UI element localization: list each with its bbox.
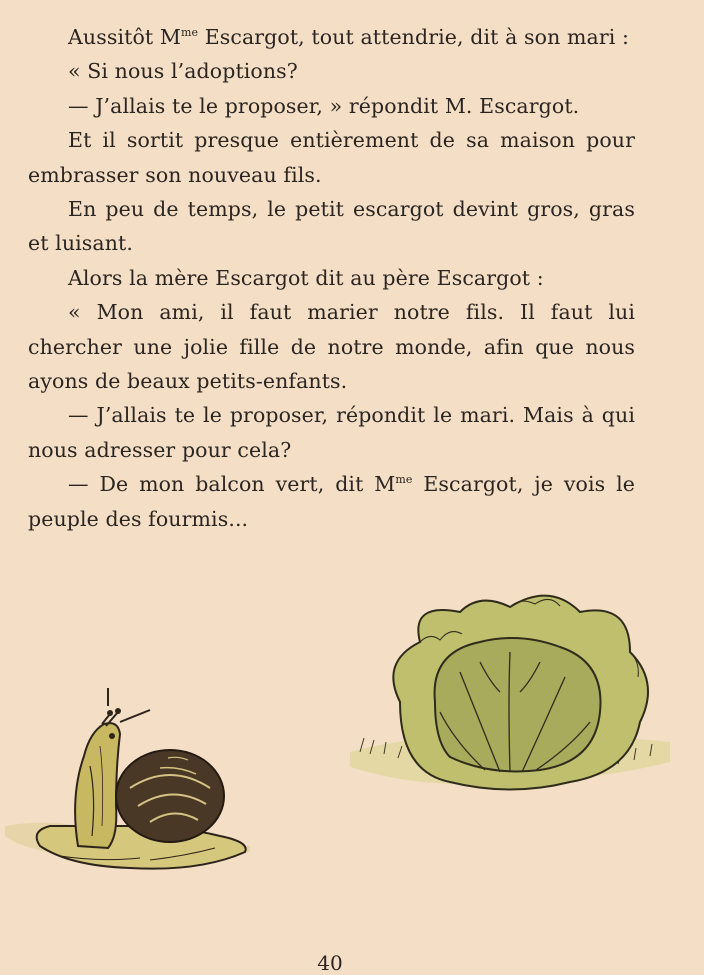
paragraph-4: Et il sortit presque entièrement de sa maison pour embrasser son nouveau fils. — [28, 128, 635, 187]
paragraph-2: « Si nous l’adoptions? — [68, 59, 298, 84]
paragraph-3: — J’allais te le proposer, » répondit M. Escargot. — [68, 93, 580, 118]
paragraph-8: — J’allais te le proposer, répondit le mari. Mais à qui nous adresser pour cela? — [28, 403, 635, 462]
snail-illustration — [0, 676, 260, 876]
paragraph-5: En peu de temps, le petit escargot devint gros, gras et luisant. — [28, 197, 635, 256]
paragraph-6: Alors la mère Escargot dit au père Escargot : — [68, 265, 544, 290]
story-text — [28, 20, 635, 536]
lettuce-illustration — [340, 582, 680, 832]
paragraph-7: « Mon ami, il faut marier notre fils. Il faut lui chercher une jolie fille de notre monde, afin que nous ayons de beaux petits-enfants. — [28, 300, 635, 394]
paragraph-1: Aussitôt $M^{me}$ Escargot, tout attendrie, dit à son mari : — [68, 25, 630, 49]
page-number: 40 — [317, 951, 343, 975]
paragraph-9: — De mon balcon vert, dit $M^{me}$ Escargot, je vois le peuple des fourmis... — [28, 472, 635, 531]
